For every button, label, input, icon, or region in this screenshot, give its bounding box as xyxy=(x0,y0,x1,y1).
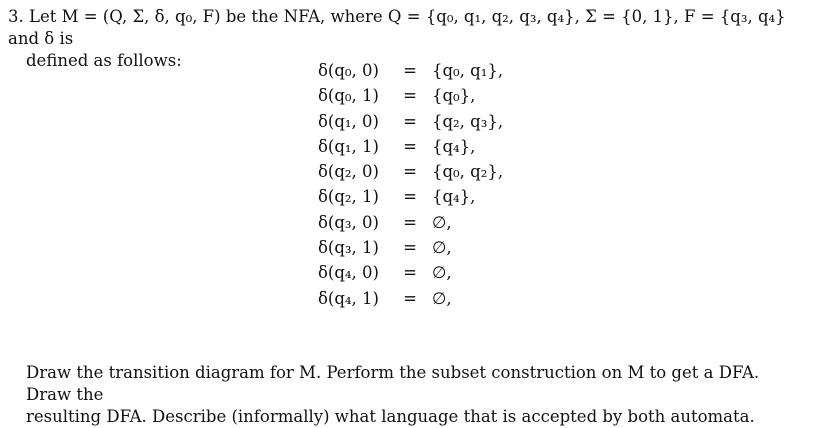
equals-sign: = xyxy=(403,238,417,258)
transition-rhs: {q₀, q₂}, xyxy=(432,162,504,182)
transition-lhs: δ(q₂, 0) xyxy=(318,162,379,182)
transition-lhs: δ(q₁, 0) xyxy=(318,111,379,131)
equals-sign: = xyxy=(403,86,417,106)
transition-row xyxy=(318,187,503,212)
transition-row xyxy=(318,112,503,137)
transition-rhs: {q₂, q₃}, xyxy=(432,111,504,131)
transition-rhs: ∅, xyxy=(432,263,452,283)
transition-row xyxy=(318,162,503,187)
transition-row xyxy=(318,213,503,238)
equals-sign: = xyxy=(403,136,417,156)
transition-row xyxy=(318,263,503,288)
transition-rhs: {q₄}, xyxy=(432,136,476,156)
equals-sign: = xyxy=(403,162,417,182)
transition-rhs: ∅, xyxy=(432,212,452,232)
transition-rhs: ∅, xyxy=(432,238,452,258)
transition-rhs: ∅, xyxy=(432,288,452,308)
equals-sign: = xyxy=(403,111,417,131)
transition-row xyxy=(318,61,503,86)
transition-lhs: δ(q₁, 1) xyxy=(318,136,379,156)
equals-sign: = xyxy=(403,288,417,308)
transition-row xyxy=(318,238,503,263)
transition-lhs: δ(q₄, 1) xyxy=(318,288,379,308)
transition-lhs: δ(q₀, 0) xyxy=(318,61,379,80)
transition-lhs: δ(q₃, 0) xyxy=(318,212,379,232)
nfa-definition-line2: defined as follows: xyxy=(26,51,182,70)
transition-rhs: {q₄}, xyxy=(432,187,476,207)
instructions-line1: Draw the transition diagram for M. Perform the subset construction on M to get a DFA. Draw the xyxy=(26,363,760,404)
transition-lhs: δ(q₂, 1) xyxy=(318,187,379,207)
equals-sign: = xyxy=(403,187,417,207)
transition-lhs: δ(q₀, 1) xyxy=(318,86,379,106)
nfa-definition-line1: Let M = (Q, Σ, δ, q₀, F) be the NFA, where Q = {q₀, q₁, q₂, q₃, q₄}, Σ = {0, 1}, F = {q₃, q₄} and δ is xyxy=(8,7,786,48)
equals-sign: = xyxy=(403,263,417,283)
transition-function-table xyxy=(318,61,503,314)
transition-rhs: {q₀, q₁}, xyxy=(432,61,504,80)
transition-lhs: δ(q₃, 1) xyxy=(318,238,379,258)
equals-sign: = xyxy=(403,212,417,232)
transition-row xyxy=(318,137,503,162)
transition-row xyxy=(318,289,503,314)
transition-row xyxy=(318,86,503,111)
problem-number: 3. xyxy=(8,7,24,26)
instructions-line2: resulting DFA. Describe (informally) what language that is accepted by both automata. xyxy=(26,407,755,426)
transition-lhs: δ(q₄, 0) xyxy=(318,263,379,283)
task-instructions xyxy=(26,362,806,428)
equals-sign: = xyxy=(403,61,417,80)
transition-rhs: {q₀}, xyxy=(432,86,476,106)
